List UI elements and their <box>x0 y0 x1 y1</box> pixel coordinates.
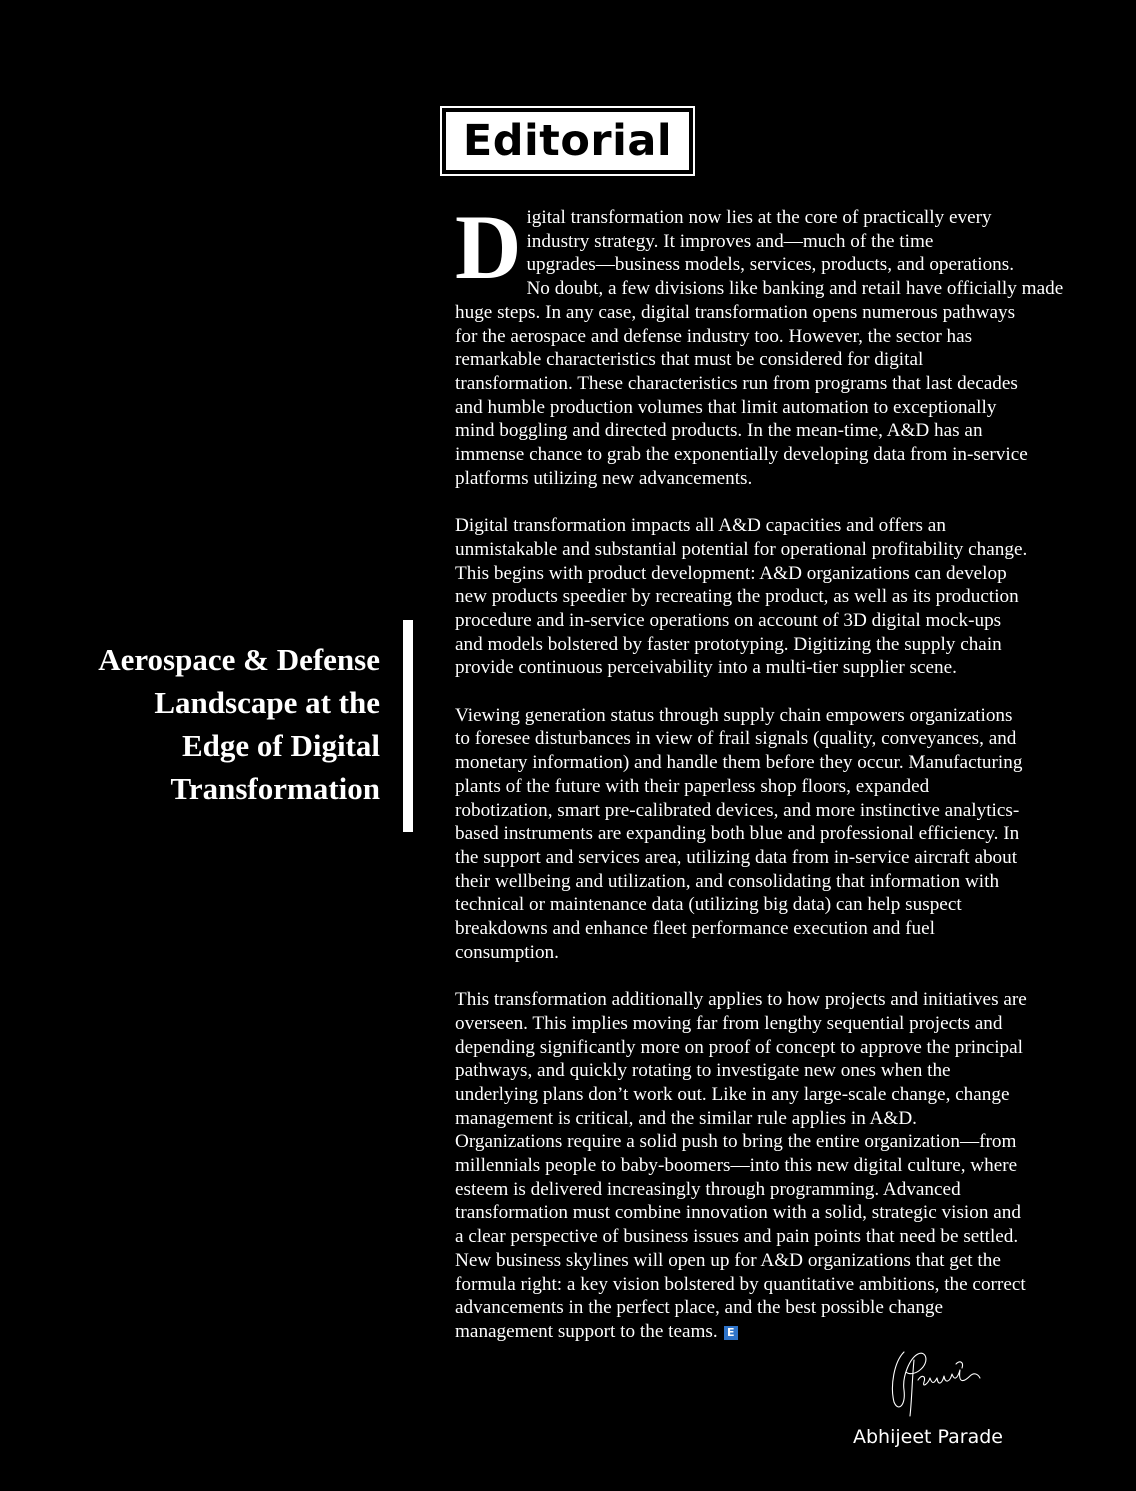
masthead-title: Editorial <box>462 115 673 166</box>
article-line: huge steps. In any case, digital transformation opens numerous pathways <box>455 301 1016 323</box>
article-line: mind boggling and directed products. In the mean-time, A&D has an <box>455 420 983 442</box>
article-line: overseen. This implies moving far from lengthy sequential projects and <box>455 1012 1003 1034</box>
article-line: provide continuous perceivability into a multi-tier supplier scene. <box>455 657 957 679</box>
article-line: Viewing generation status through supply chain empowers organizations <box>455 704 1013 726</box>
article-line: advancements in the perfect place, and the best possible change <box>455 1297 944 1319</box>
article-line-text: management support to the teams. <box>455 1321 718 1342</box>
side-title-line: Aerospace & Defense <box>98 642 380 677</box>
article-line: transformation must combine innovation with a solid, strategic vision and <box>455 1202 1021 1224</box>
article-line: the support and services area, utilizing data from in-service aircraft about <box>455 846 1018 868</box>
article-line: breakdowns and enhance fleet performance execution and fuel <box>455 918 935 940</box>
article-line: based instruments are expanding both blue and professional efficiency. In <box>455 823 1020 845</box>
article-line: plants of the future with their paperless shop floors, expanded <box>455 775 930 797</box>
article-line: industry strategy. It improves and—much of the time <box>526 230 934 252</box>
article-line: robotization, smart pre-calibrated devices, and more instinctive analytics- <box>455 799 1020 821</box>
article-line: a clear perspective of business issues and pain points that need be settled. <box>455 1226 1019 1248</box>
article-line: depending significantly more on proof of concept to approve the principal <box>455 1036 1023 1058</box>
side-title-line: Transformation <box>170 771 380 806</box>
article-line: procedure and in-service operations on account of 3D digital mock-ups <box>455 609 1002 631</box>
article-line: Digital transformation impacts all A&D capacities and offers an <box>455 515 946 537</box>
article-line: unmistakable and substantial potential for operational profitability change. <box>455 538 1028 560</box>
article-line: New business skylines will open up for A&D organizations that get the <box>455 1249 1001 1271</box>
signature-graphic <box>880 1340 990 1420</box>
article-paragraph <box>455 514 1051 680</box>
side-title-line: Landscape at the <box>154 685 380 720</box>
article-line: igital transformation now lies at the core of practically every <box>526 207 992 228</box>
article-line: underlying plans don’t work out. Like in any large-scale change, change <box>455 1083 1010 1105</box>
article-line: and humble production volumes that limit automation to exceptionally <box>455 396 997 418</box>
article-paragraph <box>455 988 1051 1344</box>
article-line: No doubt, a few divisions like banking and retail have officially made <box>526 278 1064 300</box>
article-line: upgrades—business models, services, products, and operations. <box>526 254 1015 276</box>
article-paragraph <box>455 196 1064 490</box>
article-line: remarkable characteristics that must be considered for digital <box>455 349 924 371</box>
article-line: monetary information) and handle them before they occur. Manufacturing <box>455 752 1023 774</box>
article-line: This transformation additionally applies to how projects and initiatives are <box>455 989 1027 1011</box>
article-paragraph <box>455 704 1051 965</box>
masthead-box <box>446 112 689 170</box>
article-line: formula right: a key vision bolstered by quantitative ambitions, the correct <box>455 1273 1026 1295</box>
side-title-line: Edge of Digital <box>181 728 380 763</box>
article-line: pathways, and quickly rotating to investigate new ones when the <box>455 1060 951 1082</box>
article-line: platforms utilizing new advancements. <box>455 467 753 489</box>
article-line: for the aerospace and defense industry too. However, the sector has <box>455 325 973 347</box>
drop-cap: D <box>455 196 522 298</box>
side-title-rule <box>403 620 413 832</box>
article-line: management is critical, and the similar rule applies in A&D. <box>455 1107 917 1129</box>
article-line: esteem is delivered increasingly through programming. Advanced <box>455 1178 961 1200</box>
article-line: Organizations require a solid push to bring the entire organization—from <box>455 1131 1017 1153</box>
article-line: their wellbeing and utilization, and consolidating that information with <box>455 870 1000 892</box>
side-title <box>40 638 380 810</box>
article-line: This begins with product development: A&D organizations can develop <box>455 562 1007 584</box>
article-line: new products speedier by recreating the product, as well as its production <box>455 586 1019 608</box>
article-line: transformation. These characteristics run from programs that last decades <box>455 372 1018 394</box>
end-mark-icon: E <box>724 1326 738 1340</box>
article-body <box>455 196 1064 1344</box>
article-line: to foresee disturbances in view of frail signals (quality, conveyances, and <box>455 728 1017 750</box>
author-name: Abhijeet Parade <box>853 1426 1003 1448</box>
article-line: technical or maintenance data (utilizing big data) can help suspect <box>455 894 962 916</box>
article-line: millennials people to baby-boomers—into this new digital culture, where <box>455 1155 1018 1177</box>
article-line: consumption. <box>455 941 559 963</box>
masthead-frame <box>440 106 695 176</box>
article-line: and models bolstered by faster prototyping. Digitizing the supply chain <box>455 633 1002 655</box>
article-line: immense chance to grab the exponentially developing data from in-service <box>455 444 1028 466</box>
